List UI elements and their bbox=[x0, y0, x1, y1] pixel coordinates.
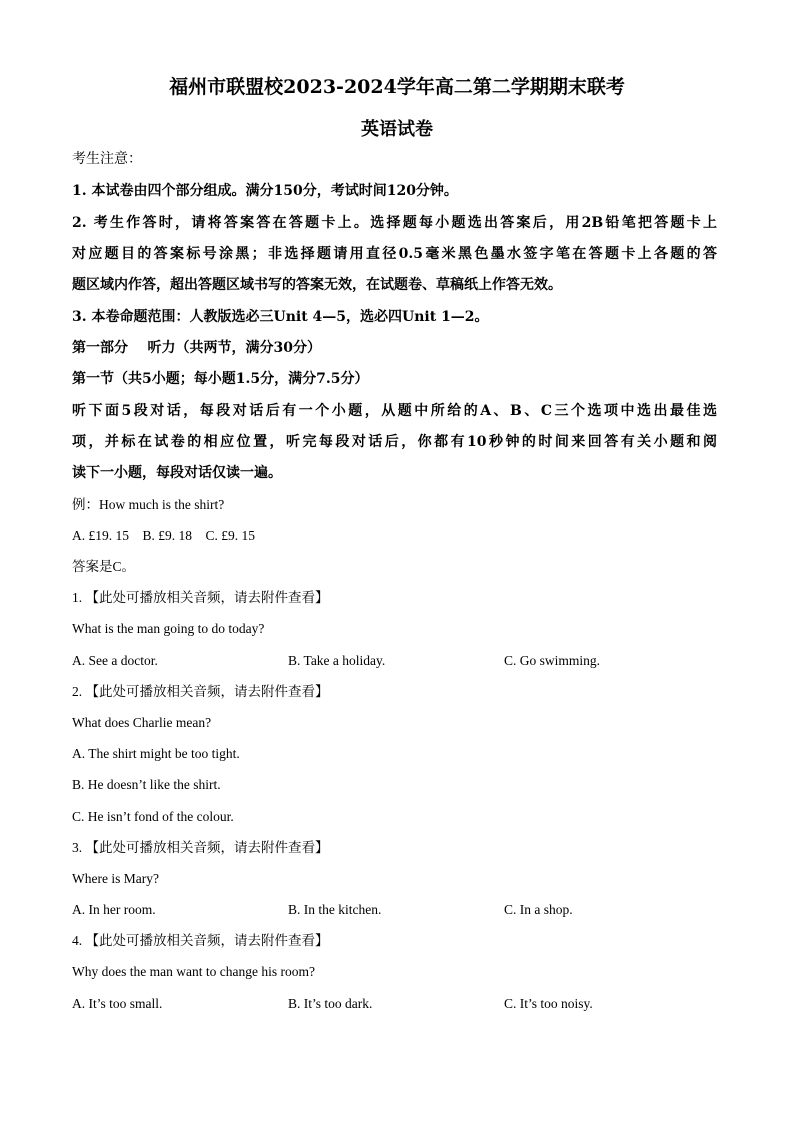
question-3-audio-prompt: 3. 【此处可播放相关音频，请去附件查看】 bbox=[72, 840, 329, 855]
example-options: A. £19. 15 B. £9. 18 C. £9. 15 bbox=[72, 528, 256, 543]
exam-title: 福州市联盟校2023-2024学年高二第二学期期末联考 bbox=[169, 76, 625, 98]
notice-item-2-line-3: 题区域内作答，超出答题区域书写的答案无效，在试题卷、草稿纸上作答无效。 bbox=[72, 277, 562, 293]
notice-item-2-line-1: 2. 考生作答时，请将答案答在答题卡上。选择题每小题选出答案后，用2B铅笔把答题卡上 bbox=[72, 215, 717, 231]
part-1-heading: 第一部分 听力（共两节，满分30分） bbox=[72, 340, 321, 356]
question-3-option-a: A. In her room. bbox=[72, 902, 156, 917]
notice-item-2-line-2: 对应题目的答案标号涂黑；非选择题请用直径0.5毫米黑色墨水签字笔在答题卡上各题的答 bbox=[72, 246, 717, 262]
example-question: 例：How much is the shirt? bbox=[72, 497, 225, 512]
question-2-option-c: C. He isn’t fond of the colour. bbox=[72, 809, 234, 824]
question-4-text: Why does the man want to change his room? bbox=[72, 964, 315, 979]
question-3-option-c: C. In a shop. bbox=[504, 902, 573, 917]
question-2-option-a: A. The shirt might be too tight. bbox=[72, 746, 240, 761]
question-2-text: What does Charlie mean? bbox=[72, 715, 212, 730]
notice-item-1: 1. 本试卷由四个部分组成。满分150分，考试时间120分钟。 bbox=[72, 183, 458, 199]
instructions-line-3: 读下一小题，每段对话仅读一遍。 bbox=[72, 465, 282, 481]
question-2-option-b: B. He doesn’t like the shirt. bbox=[72, 777, 221, 792]
question-4-option-b: B. It’s too dark. bbox=[288, 996, 373, 1011]
question-4-option-c: C. It’s too noisy. bbox=[504, 996, 593, 1011]
question-2-audio-prompt: 2. 【此处可播放相关音频，请去附件查看】 bbox=[72, 684, 329, 699]
question-4-audio-prompt: 4. 【此处可播放相关音频，请去附件查看】 bbox=[72, 933, 329, 948]
question-1-option-a: A. See a doctor. bbox=[72, 653, 158, 668]
question-1-option-b: B. Take a holiday. bbox=[288, 653, 386, 668]
question-1-option-c: C. Go swimming. bbox=[504, 653, 601, 668]
question-1-text: What is the man going to do today? bbox=[72, 621, 265, 636]
question-3-text: Where is Mary? bbox=[72, 871, 159, 886]
example-answer: 答案是C。 bbox=[72, 559, 136, 574]
instructions-line-2: 项，并标在试卷的相应位置，听完每段对话后，你都有10秒钟的时间来回答有关小题和阅 bbox=[72, 434, 717, 450]
instructions-line-1: 听下面5段对话，每段对话后有一个小题，从题中所给的A、B、C三个选项中选出最佳选 bbox=[72, 403, 717, 419]
exam-subtitle: 英语试卷 bbox=[361, 119, 433, 140]
question-3-option-b: B. In the kitchen. bbox=[288, 902, 382, 917]
section-1-heading: 第一节（共5小题；每小题1.5分，满分7.5分） bbox=[72, 371, 369, 387]
notice-item-3: 3. 本卷命题范围：人教版选必三Unit 4—5，选必四Unit 1—2。 bbox=[72, 309, 489, 325]
notice-heading: 考生注意： bbox=[72, 151, 142, 167]
question-4-option-a: A. It’s too small. bbox=[72, 996, 163, 1011]
question-1-audio-prompt: 1. 【此处可播放相关音频，请去附件查看】 bbox=[72, 590, 329, 605]
